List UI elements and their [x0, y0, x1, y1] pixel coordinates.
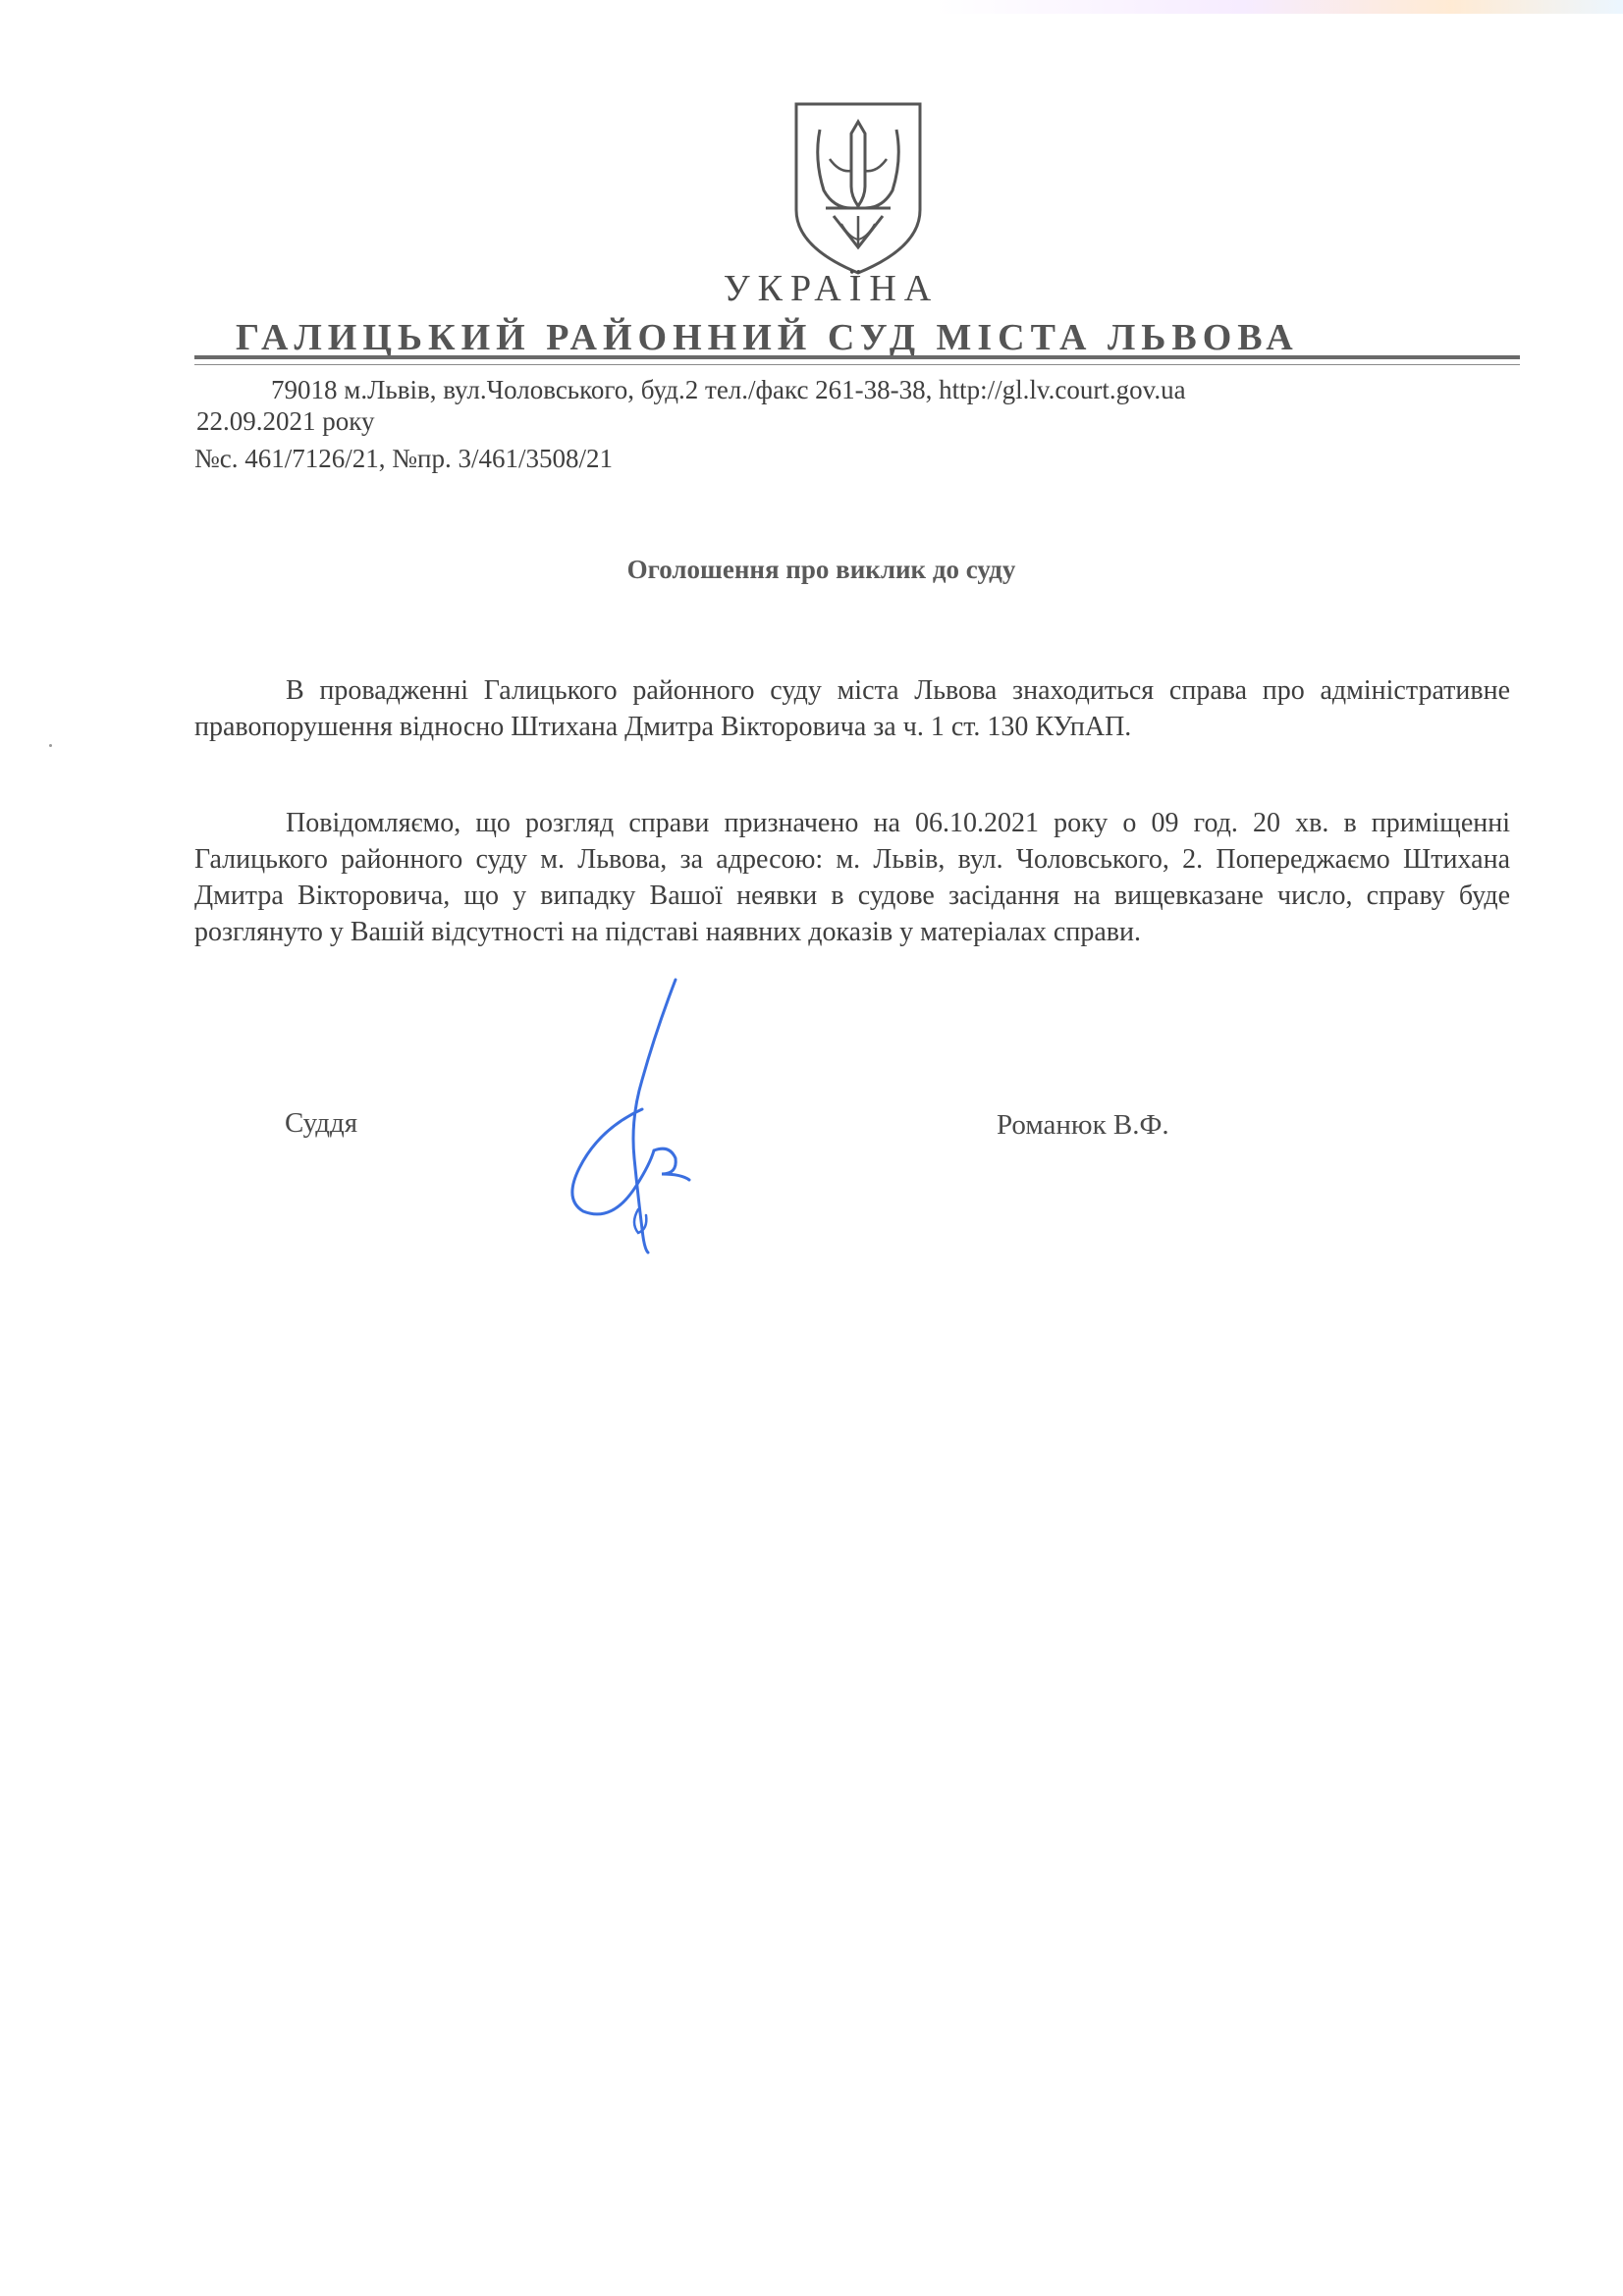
- case-numbers: №с. 461/7126/21, №пр. 3/461/3508/21: [194, 444, 613, 473]
- paragraph-hearing-notice: Повідомляємо, що розгляд справи призначено на 06.10.2021 року о 09 год. 20 хв. в приміщенні Галицького районного суду м. Львова, за адресою: м. Львів, вул. Чоловського, 2. Попереджаємо Штихана Дмитра Вікторовича, що у випадку Вашої неявки в судове засідання на вищевказане число, справу буде розглянуто у Вашій відсутності на підставі наявних доказів у матеріалах справи.: [194, 808, 1510, 947]
- judge-name: Романюк В.Ф.: [997, 1109, 1169, 1141]
- header-rule-thin: [194, 364, 1520, 365]
- document-title: Оголошення про виклик до суду: [626, 555, 1016, 584]
- scan-dust-mark: [49, 744, 52, 747]
- court-address: 79018 м.Львів, вул.Чоловського, буд.2 тел./факс 261-38-38, http://gl.lv.court.gov.ua: [271, 375, 1186, 404]
- scan-color-edge: [936, 0, 1623, 14]
- paragraph-case-info: В провадженні Галицького районного суду міста Львова знаходиться справа про адміністративне правопорушення відносно Штихана Дмитра Вікторовича за ч. 1 ст. 130 КУпАП.: [194, 675, 1510, 742]
- trident-emblem-icon: [790, 100, 926, 277]
- document-date: 22.09.2021 року: [196, 406, 375, 436]
- judge-label: Суддя: [285, 1107, 358, 1139]
- header-rule: [194, 355, 1520, 359]
- court-name: ГАЛИЦЬКИЙ РАЙОННИЙ СУД МІСТА ЛЬВОВА: [236, 317, 1299, 358]
- country-name: УКРАЇНА: [723, 268, 940, 309]
- judge-signature: [560, 972, 707, 1256]
